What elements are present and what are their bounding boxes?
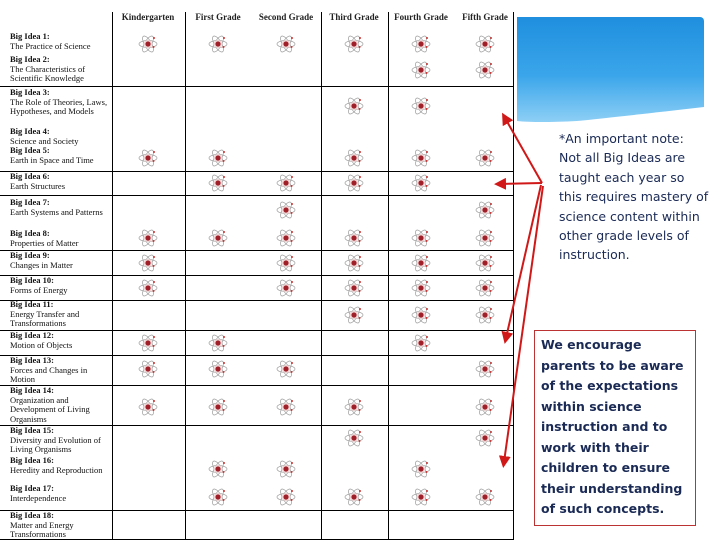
big-idea-title: Big Idea 16:: [10, 455, 54, 465]
big-idea-title: Big Idea 3:: [10, 87, 50, 97]
big-idea-title: Big Idea 4:: [10, 126, 50, 136]
big-idea-description: Interdependence: [10, 492, 67, 503]
column-header: Second Grade: [258, 12, 314, 22]
big-idea-description: Science and Society: [10, 135, 79, 146]
big-idea-description: Diversity and Evolution of Living Organisms: [10, 434, 101, 454]
big-idea-title: Big Idea 9:: [10, 250, 50, 260]
big-idea-description: Earth in Space and Time: [10, 154, 94, 165]
parent-encouragement-box: We encourage parents to be aware of the expectations within science instruction and to work with their children to ensure their understanding of such concepts.: [534, 330, 696, 526]
big-idea-description: Earth Systems and Patterns: [10, 206, 103, 217]
arrow: [500, 183, 542, 184]
big-idea-description: Energy Transfer and Transformations: [10, 308, 80, 328]
arrow: [505, 118, 542, 183]
big-idea-title: Big Idea 11:: [10, 299, 54, 309]
big-idea-title: Big Idea 15:: [10, 425, 54, 435]
big-idea-title: Big Idea 7:: [10, 197, 50, 207]
big-idea-description: Earth Structures: [10, 180, 65, 191]
big-idea-description: Forms of Energy: [10, 284, 68, 295]
important-note: *An important note: Not all Big Ideas are taught each year so this requires mastery of science content within other grade levels of instruction.: [559, 131, 709, 263]
column-header: Fifth Grade: [462, 12, 508, 22]
big-idea-title: Big Idea 13:: [10, 355, 54, 365]
big-idea-title: Big Idea 12:: [10, 330, 54, 340]
big-idea-title: Big Idea 18:: [10, 510, 54, 520]
big-idea-description: The Characteristics of Scientific Knowledge: [10, 63, 86, 83]
big-idea-title: Big Idea 17:: [10, 483, 54, 493]
big-idea-description: Changes in Matter: [10, 259, 73, 270]
big-idea-title: Big Idea 1:: [10, 31, 50, 41]
big-idea-description: Heredity and Reproduction: [10, 464, 103, 475]
big-idea-description: Forces and Changes in Motion: [10, 364, 88, 384]
column-header: Third Grade: [329, 12, 379, 22]
column-header: First Grade: [195, 12, 241, 22]
big-idea-title: Big Idea 2:: [10, 54, 50, 64]
big-idea-description: Organization and Development of Living Organisms: [10, 394, 90, 424]
big-idea-title: Big Idea 8:: [10, 228, 50, 238]
big-idea-description: Matter and Energy Transformations: [10, 519, 74, 539]
big-idea-title: Big Idea 6:: [10, 171, 50, 181]
big-idea-title: Big Idea 14:: [10, 385, 54, 395]
big-idea-description: The Practice of Science: [10, 40, 91, 51]
big-idea-description: Properties of Matter: [10, 237, 79, 248]
column-header: Fourth Grade: [394, 12, 448, 22]
arrow: [506, 185, 541, 338]
big-idea-title: Big Idea 10:: [10, 275, 54, 285]
big-idea-title: Big Idea 5:: [10, 145, 50, 155]
big-idea-description: Motion of Objects: [10, 339, 73, 350]
column-header: Kindergarten: [121, 12, 175, 22]
big-idea-description: The Role of Theories, Laws, Hypotheses, and Models: [10, 96, 108, 116]
